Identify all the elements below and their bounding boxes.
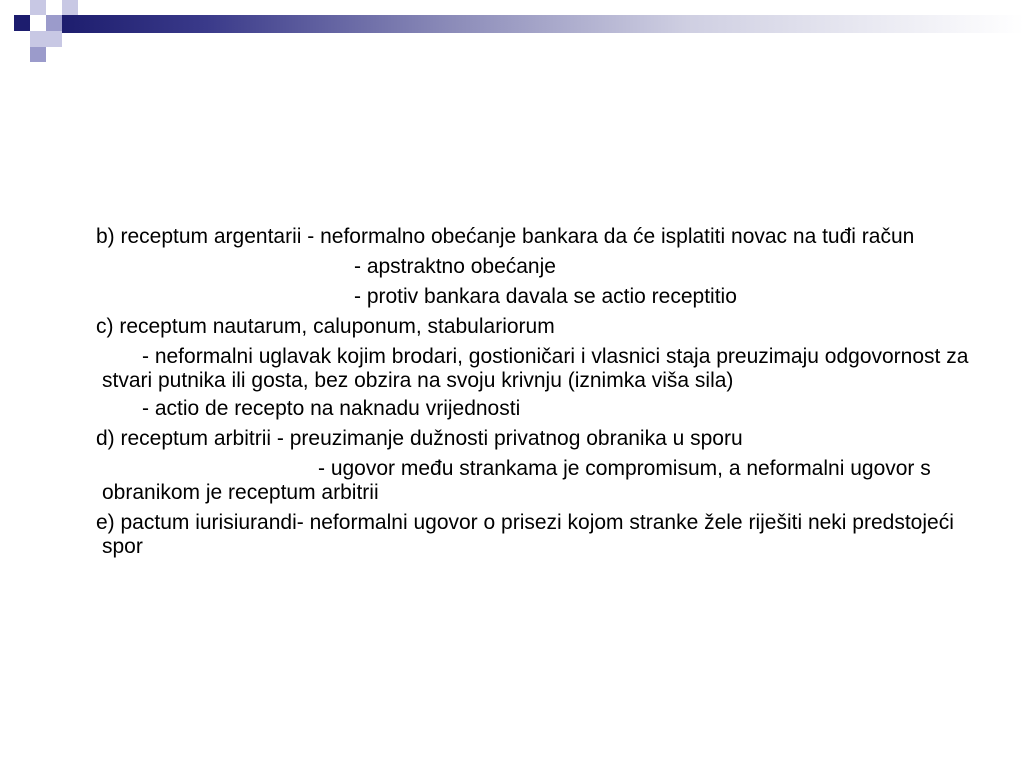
deco-square bbox=[30, 47, 46, 62]
deco-square bbox=[46, 15, 62, 31]
paragraph-neformalni-uglavak: - neformalni uglavak kojim brodari, gostioničari i vlasnici staja preuzimaju odgovornost za stvari putnika ili gosta, bez obzira na svoju krivnju (iznimka viša sila) bbox=[102, 345, 969, 392]
paragraph-pactum-iurisiurandi: e) pactum iurisiurandi- neformalni ugovor o prisezi kojom stranke žele riješiti neki predstojeći spor bbox=[96, 511, 954, 558]
paragraph-apstraktno: - apstraktno obećanje bbox=[354, 255, 556, 278]
slide-header-decoration bbox=[0, 0, 1024, 70]
deco-square bbox=[30, 0, 46, 15]
deco-square bbox=[62, 0, 78, 15]
paragraph-receptum-nautarum: c) receptum nautarum, caluponum, stabulariorum bbox=[96, 315, 555, 338]
deco-square bbox=[30, 31, 46, 47]
slide-body bbox=[96, 225, 976, 565]
deco-square bbox=[46, 31, 62, 47]
paragraph-receptum-arbitrii: d) receptum arbitrii - preuzimanje dužnosti privatnog obranika u sporu bbox=[96, 427, 743, 450]
paragraph-actio-de-recepto: - actio de recepto na naknadu vrijednosti bbox=[142, 397, 521, 420]
paragraph-compromisum: - ugovor među strankama je compromisum, a neformalni ugovor s obranikom je receptum arbitrii bbox=[102, 457, 931, 504]
paragraph-receptum-argentarii: b) receptum argentarii - neformalno obećanje bankara da će isplatiti novac na tuđi račun bbox=[96, 225, 915, 248]
paragraph-actio-receptitio: - protiv bankara davala se actio receptitio bbox=[354, 285, 737, 308]
header-gradient-bar bbox=[62, 15, 1024, 33]
deco-square bbox=[14, 15, 30, 31]
